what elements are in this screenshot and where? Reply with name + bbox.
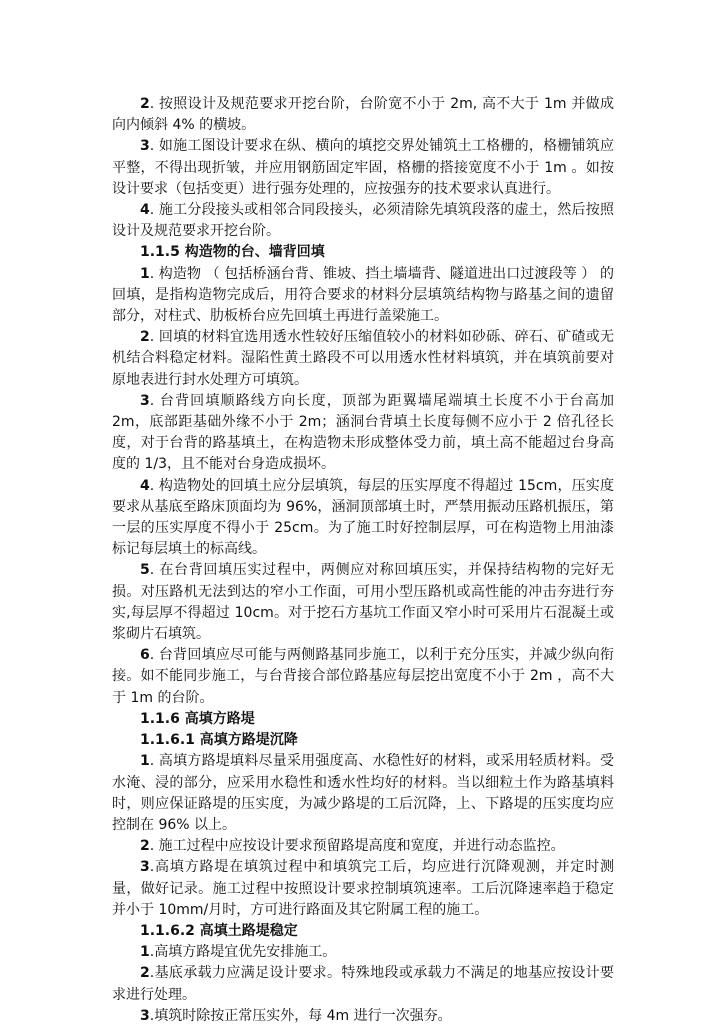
paragraph-text: .填筑时除按正常压实外，每 4m 进行一次强夯。 (149, 1007, 452, 1024)
paragraph (112, 200, 614, 242)
paragraph-text: . 构造物 （ 包括桥涵台背、锥坡、挡土墙墙背、隧道进出口过渡段等 ） 的回填，是指构造物完成后，用符合要求的材料分层填筑结构物与路基之间的遗留部分，对柱式、肋板桥台应先回填土再进行盖梁施工。 (112, 265, 614, 325)
item-number: 1 (140, 265, 150, 282)
paragraph-text: . 构造物处的回填土应分层填筑，每层的压实厚度不得超过 15cm，压实度要求从基底至路床顶面均为 96%，涵洞顶部填土时，严禁用振动压路机振压，第一层的压实厚度不得小于 25cm。为了施工时好控制层厚，可在构造物上用油漆标记每层填土的标高线。 (112, 477, 614, 558)
paragraph (112, 857, 614, 921)
paragraph-text: . 台背回填应尽可能与两侧路基同步施工，以利于充分压实，并减少纵向衔接。如不能同步施工，与台背接合部位路基应每层挖出宽度不小于 2m ，高不大于 1m 的台阶。 (112, 647, 614, 706)
paragraph-text: . 施工过程中应按设计要求预留路堤高度和宽度，并进行动态监控。 (149, 838, 565, 855)
item-number: 2 (140, 838, 150, 855)
section-heading: 1.1.6 高填方路堤 (140, 710, 255, 727)
item-number: 3 (140, 859, 150, 876)
paragraph (112, 963, 614, 1005)
paragraph (112, 327, 614, 391)
paragraph (112, 264, 614, 328)
paragraph (112, 645, 614, 709)
item-number: 1 (140, 944, 150, 961)
paragraph-text: . 按照设计及规范要求开挖台阶，台阶宽不小于 2m, 高不大于 1m 并做成向内倾斜 4% 的横坡。 (112, 96, 614, 134)
paragraph-text: . 在台背回填压实过程中，两侧应对称回填压实，并保持结构物的完好无损。对压路机无法到达的窄小工作面，可用小型压路机或高性能的冲击夯进行夯实,每层厚不得超过 10cm。对于挖石方基坑工作面又窄小时可采用片石混凝土或浆砌片石填筑。 (112, 562, 614, 643)
paragraph-text: .高填方路堤宜优先安排施工。 (149, 944, 337, 961)
item-number: 3 (140, 138, 150, 155)
paragraph (112, 136, 614, 200)
item-number: 3 (140, 1007, 150, 1024)
paragraph-text: . 高填方路堤填料尽量采用强度高、水稳性好的材料，或采用轻质材料。受水淹、浸的部分，应采用水稳性和透水性均好的材料。当以细粒土作为路基填料时，则应保证路堤的压实度，为减少路堤的工后沉降，上、下路堤的压实度均应控制在 96% 以上。 (112, 753, 614, 833)
item-number: 2 (140, 965, 150, 982)
section-heading: 1.1.5 构造物的台、墙背回填 (140, 244, 325, 261)
subsection-heading: 1.1.6.1 高填方路堤沉降 (140, 732, 298, 749)
item-number: 4 (140, 477, 150, 494)
paragraph (112, 560, 614, 645)
paragraph (112, 476, 614, 561)
item-number: 4 (140, 202, 150, 219)
paragraph-text: . 施工分段接头或相邻合同段接头，必须清除先填筑段落的虚土，然后按照设计及规范要求开挖台阶。 (112, 202, 614, 240)
item-number: 5 (140, 562, 150, 579)
paragraph-text: .高填方路堤在填筑过程中和填筑完工后，均应进行沉降观测，并定时测量，做好记录。施工过程中按照设计要求控制填筑速率。工后沉降速率趋于稳定并小于 10mm/月时，方可进行路面及其它附属工程的施工。 (112, 859, 614, 918)
subsection-heading: 1.1.6.2 高填土路堤稳定 (140, 922, 298, 939)
paragraph-text: .基底承载力应满足设计要求。特殊地段或承载力不满足的地基应按设计要求进行处理。 (112, 965, 614, 1003)
item-number: 3 (140, 392, 150, 409)
paragraph-text: . 台背回填顺路线方向长度，顶部为距翼墙尾端填土长度不小于台高加 2m，底部距基础外缘不小于 2m；涵洞台背填土长度每侧不应小于 2 倍孔径长度，对于台背的路基填土，在构造物未形成整体受力前，填土高不能超过台身高度的 1/3，且不能对台身造成损坏。 (112, 392, 614, 473)
item-number: 6 (140, 647, 150, 664)
paragraph-text: . 如施工图设计要求在纵、横向的填挖交界处铺筑土工格栅的，格栅铺筑应平整，不得出现折皱，并应用钢筋固定牢固，格栅的搭接宽度不小于 1m 。如按设计要求（包括变更）进行强夯处理的，应按强夯的技术要求认真进行。 (112, 138, 614, 197)
paragraph (112, 751, 614, 836)
item-number: 2 (140, 329, 150, 346)
paragraph (112, 836, 614, 857)
paragraph-text: . 回填的材料宜选用透水性较好压缩值较小的材料如砂砾、碎石、矿碴或无机结合料稳定材料。湿陷性黄土路段不可以用透水性材料填筑，并在填筑前要对原地表进行封水处理方可填筑。 (112, 329, 614, 388)
item-number: 2 (140, 96, 150, 112)
item-number: 1 (140, 753, 150, 770)
paragraph (112, 94, 614, 136)
paragraph (112, 942, 614, 963)
paragraph (112, 391, 614, 476)
